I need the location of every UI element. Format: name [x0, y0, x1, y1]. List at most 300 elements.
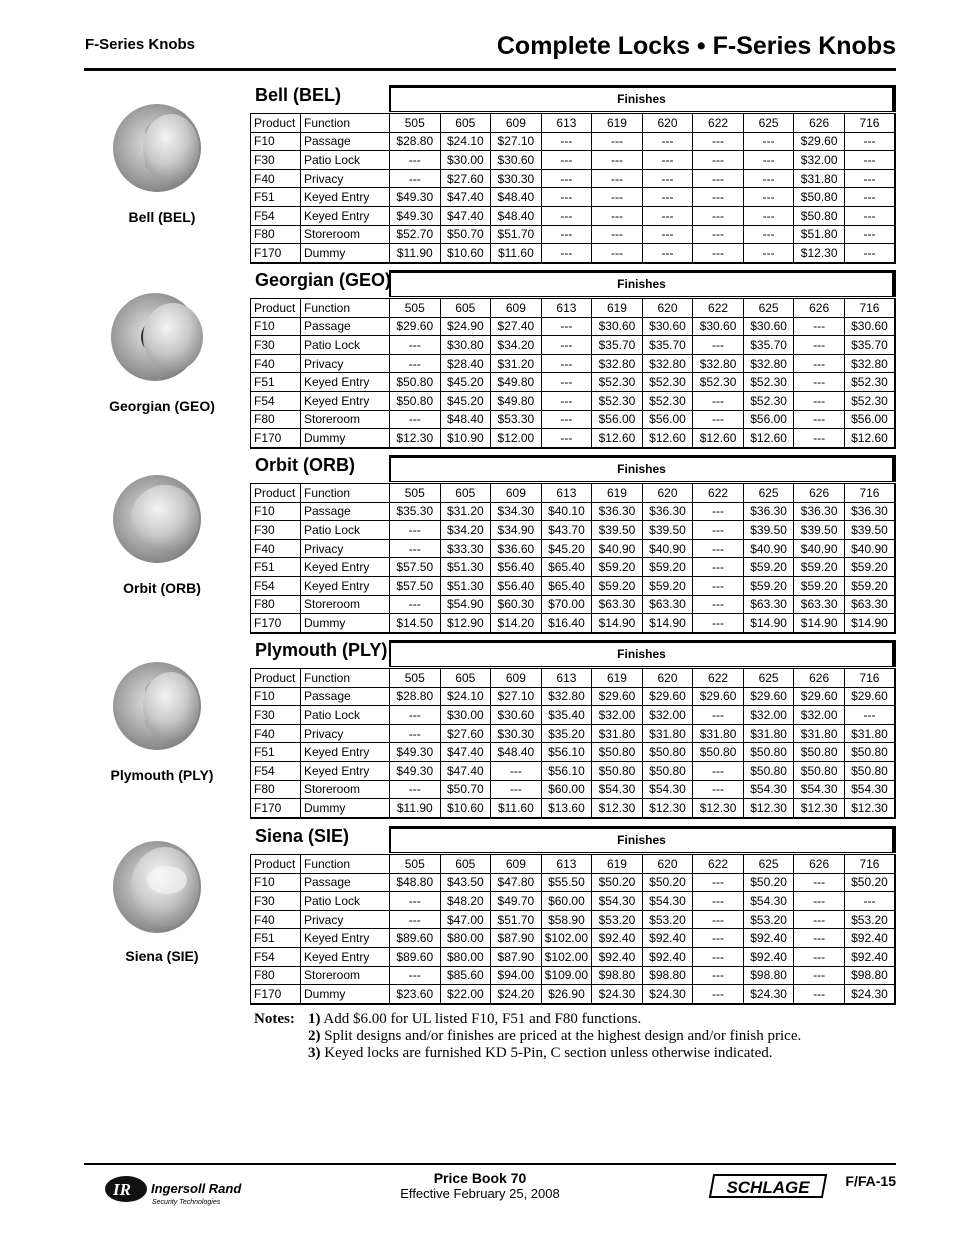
column-header: Function — [301, 114, 390, 133]
table-row — [251, 151, 896, 170]
price-cell: --- — [693, 521, 744, 540]
price-cell: $47.40 — [440, 743, 491, 762]
price-cell: $63.30 — [592, 595, 643, 614]
function-name: Dummy — [301, 244, 390, 263]
price-cell: --- — [743, 151, 794, 170]
price-cell: $12.30 — [390, 429, 441, 448]
price-cell: $56.00 — [743, 410, 794, 429]
price-cell: $30.60 — [592, 317, 643, 336]
price-cell: --- — [642, 132, 693, 151]
function-name: Keyed Entry — [301, 188, 390, 207]
price-cell: $48.80 — [390, 873, 441, 892]
table-row — [251, 336, 896, 355]
knob-figure — [84, 832, 240, 964]
function-name: Privacy — [301, 169, 390, 188]
price-cell: --- — [844, 244, 895, 263]
price-cell: --- — [794, 910, 845, 929]
price-section — [250, 455, 896, 634]
finish-code: 625 — [743, 669, 794, 688]
product-code: F54 — [251, 391, 301, 410]
price-cell: $59.20 — [743, 558, 794, 577]
price-cell: $43.50 — [440, 873, 491, 892]
knob-figure — [84, 651, 240, 783]
product-code: F51 — [251, 188, 301, 207]
price-cell: $36.30 — [844, 502, 895, 521]
price-cell: --- — [844, 169, 895, 188]
price-cell: $59.20 — [794, 576, 845, 595]
price-cell: $63.30 — [844, 595, 895, 614]
price-cell: --- — [390, 892, 441, 911]
price-cell: $53.20 — [743, 910, 794, 929]
price-cell: $50.80 — [642, 761, 693, 780]
function-name: Storeroom — [301, 595, 390, 614]
price-cell: $27.40 — [491, 317, 542, 336]
product-code: F80 — [251, 225, 301, 244]
price-cell: $12.60 — [844, 429, 895, 448]
price-cell: --- — [743, 169, 794, 188]
price-cell: --- — [844, 706, 895, 725]
table-row — [251, 724, 896, 743]
price-cell: --- — [794, 892, 845, 911]
price-cell: $51.30 — [440, 558, 491, 577]
note-number: 3) — [308, 1045, 321, 1061]
price-cell: --- — [743, 206, 794, 225]
finishes-header: Finishes — [389, 85, 896, 112]
price-cell: --- — [844, 188, 895, 207]
price-cell: --- — [794, 929, 845, 948]
price-cell: $34.30 — [491, 502, 542, 521]
price-cell: $98.80 — [642, 966, 693, 985]
finish-code: 605 — [440, 669, 491, 688]
price-cell: --- — [693, 873, 744, 892]
price-cell: $30.00 — [440, 706, 491, 725]
price-cell: --- — [693, 985, 744, 1004]
table-row — [251, 539, 896, 558]
price-cell: $10.60 — [440, 244, 491, 263]
finish-code: 622 — [693, 114, 744, 133]
price-cell: $48.40 — [491, 743, 542, 762]
price-cell: --- — [390, 169, 441, 188]
finish-code: 716 — [844, 299, 895, 318]
price-section — [250, 640, 896, 819]
product-code: F80 — [251, 410, 301, 429]
price-cell: $27.60 — [440, 724, 491, 743]
price-cell: --- — [693, 225, 744, 244]
table-header-row — [251, 114, 896, 133]
price-cell: $39.50 — [844, 521, 895, 540]
price-cell: $47.40 — [440, 188, 491, 207]
function-name: Keyed Entry — [301, 391, 390, 410]
knob-figure — [84, 93, 240, 225]
price-cell: --- — [794, 373, 845, 392]
finish-code: 609 — [491, 299, 542, 318]
price-cell: --- — [743, 188, 794, 207]
table-row — [251, 576, 896, 595]
table-row — [251, 429, 896, 448]
price-cell: --- — [642, 151, 693, 170]
price-cell: --- — [693, 244, 744, 263]
ingersoll-rand-logo — [104, 1172, 244, 1208]
product-code: F40 — [251, 169, 301, 188]
price-cell: $12.90 — [440, 614, 491, 633]
price-cell: $39.50 — [642, 521, 693, 540]
price-cell: $50.80 — [390, 373, 441, 392]
price-cell: $31.80 — [693, 724, 744, 743]
price-cell: $87.90 — [491, 947, 542, 966]
price-cell: $22.00 — [440, 985, 491, 1004]
price-cell: $50.80 — [642, 743, 693, 762]
finish-code: 505 — [390, 669, 441, 688]
price-cell: --- — [743, 132, 794, 151]
price-cell: $12.30 — [642, 799, 693, 818]
knob-caption: Plymouth (PLY) — [110, 767, 214, 783]
price-cell: --- — [693, 761, 744, 780]
function-name: Patio Lock — [301, 706, 390, 725]
function-name: Passage — [301, 132, 390, 151]
price-cell: $57.50 — [390, 576, 441, 595]
column-header: Product — [251, 669, 301, 688]
price-cell: --- — [844, 151, 895, 170]
price-cell: $39.50 — [743, 521, 794, 540]
function-name: Passage — [301, 317, 390, 336]
product-code: F54 — [251, 206, 301, 225]
price-cell: $60.00 — [541, 892, 592, 911]
price-cell: $92.40 — [844, 947, 895, 966]
price-cell: --- — [491, 780, 542, 799]
price-cell: $56.00 — [592, 410, 643, 429]
price-cell: $12.60 — [592, 429, 643, 448]
finish-code: 619 — [592, 669, 643, 688]
table-row — [251, 373, 896, 392]
section-title: Georgian (GEO) — [255, 270, 392, 290]
price-cell: $45.20 — [541, 539, 592, 558]
plymouth-knob-image — [107, 651, 217, 761]
price-cell: $54.90 — [440, 595, 491, 614]
price-cell: --- — [642, 225, 693, 244]
price-cell: --- — [743, 225, 794, 244]
price-cell: --- — [592, 244, 643, 263]
finish-code: 613 — [541, 484, 592, 503]
finish-code: 605 — [440, 855, 491, 874]
finish-code: 609 — [491, 484, 542, 503]
price-cell: $49.30 — [390, 188, 441, 207]
price-cell: $45.20 — [440, 373, 491, 392]
price-cell: $27.10 — [491, 132, 542, 151]
price-cell: $47.00 — [440, 910, 491, 929]
finish-code: 619 — [592, 299, 643, 318]
price-cell: $40.90 — [743, 539, 794, 558]
price-cell: $32.00 — [794, 706, 845, 725]
price-cell: --- — [693, 929, 744, 948]
section-title: Siena (SIE) — [255, 826, 350, 846]
price-cell: $13.60 — [541, 799, 592, 818]
finish-code: 625 — [743, 114, 794, 133]
price-cell: $12.30 — [743, 799, 794, 818]
price-cell: --- — [541, 391, 592, 410]
price-cell: $63.30 — [794, 595, 845, 614]
function-name: Patio Lock — [301, 521, 390, 540]
finish-code: 613 — [541, 114, 592, 133]
note-text: Keyed locks are furnished KD 5-Pin, C section unless otherwise indicated. — [320, 1045, 773, 1061]
finish-code: 505 — [390, 855, 441, 874]
price-cell: $50.80 — [693, 743, 744, 762]
price-cell: --- — [844, 892, 895, 911]
finish-code: 622 — [693, 855, 744, 874]
product-code: F40 — [251, 910, 301, 929]
price-cell: --- — [390, 151, 441, 170]
function-name: Keyed Entry — [301, 576, 390, 595]
price-cell: --- — [592, 169, 643, 188]
price-table — [250, 668, 896, 819]
table-row — [251, 354, 896, 373]
price-cell: $52.30 — [592, 373, 643, 392]
price-cell: --- — [642, 188, 693, 207]
finish-code: 609 — [491, 669, 542, 688]
price-cell: $50.80 — [794, 188, 845, 207]
price-cell: $63.30 — [642, 595, 693, 614]
price-cell: $33.30 — [440, 539, 491, 558]
price-cell: $50.80 — [390, 391, 441, 410]
product-code: F80 — [251, 595, 301, 614]
table-row — [251, 985, 896, 1004]
table-row — [251, 799, 896, 818]
price-cell: $54.30 — [592, 780, 643, 799]
price-cell: --- — [491, 761, 542, 780]
product-code: F40 — [251, 354, 301, 373]
price-cell: --- — [541, 188, 592, 207]
product-code: F40 — [251, 724, 301, 743]
price-cell: $14.90 — [642, 614, 693, 633]
price-cell: $92.40 — [844, 929, 895, 948]
price-cell: $58.90 — [541, 910, 592, 929]
price-cell: $31.20 — [440, 502, 491, 521]
price-cell: $50.80 — [794, 206, 845, 225]
table-row — [251, 132, 896, 151]
price-cell: $92.40 — [642, 929, 693, 948]
price-cell: $32.80 — [541, 687, 592, 706]
price-cell: $36.60 — [491, 539, 542, 558]
price-cell: $50.20 — [592, 873, 643, 892]
product-code: F170 — [251, 244, 301, 263]
finish-code: 622 — [693, 669, 744, 688]
price-cell: $50.20 — [642, 873, 693, 892]
price-cell: $47.40 — [440, 206, 491, 225]
finish-code: 625 — [743, 855, 794, 874]
column-header: Function — [301, 669, 390, 688]
price-cell: $53.20 — [844, 910, 895, 929]
product-code: F51 — [251, 743, 301, 762]
price-cell: --- — [592, 151, 643, 170]
product-code: F10 — [251, 317, 301, 336]
price-cell: $30.60 — [693, 317, 744, 336]
finish-code: 505 — [390, 484, 441, 503]
price-cell: $53.20 — [642, 910, 693, 929]
price-cell: --- — [390, 354, 441, 373]
price-cell: $92.40 — [743, 929, 794, 948]
function-name: Storeroom — [301, 780, 390, 799]
price-cell: $89.60 — [390, 947, 441, 966]
price-cell: $24.10 — [440, 687, 491, 706]
price-cell: $59.20 — [743, 576, 794, 595]
price-cell: $30.60 — [491, 706, 542, 725]
price-cell: $28.80 — [390, 132, 441, 151]
price-cell: --- — [693, 966, 744, 985]
price-cell: $50.20 — [743, 873, 794, 892]
column-header: Product — [251, 299, 301, 318]
column-header: Function — [301, 299, 390, 318]
price-cell: $98.80 — [743, 966, 794, 985]
function-name: Passage — [301, 873, 390, 892]
finish-code: 622 — [693, 299, 744, 318]
function-name: Dummy — [301, 614, 390, 633]
price-cell: --- — [541, 132, 592, 151]
price-cell: $60.30 — [491, 595, 542, 614]
function-name: Keyed Entry — [301, 743, 390, 762]
knob-figure — [84, 464, 240, 596]
price-cell: $50.80 — [743, 743, 794, 762]
price-cell: $23.60 — [390, 985, 441, 1004]
price-cell: $32.80 — [642, 354, 693, 373]
price-cell: --- — [390, 521, 441, 540]
finish-code: 609 — [491, 855, 542, 874]
function-name: Privacy — [301, 354, 390, 373]
price-cell: $56.40 — [491, 576, 542, 595]
notes-label: Notes: — [254, 1011, 295, 1027]
price-cell: $92.40 — [642, 947, 693, 966]
price-cell: $54.30 — [743, 780, 794, 799]
finish-code: 626 — [794, 114, 845, 133]
product-code: F51 — [251, 373, 301, 392]
price-cell: $92.40 — [592, 929, 643, 948]
price-section — [250, 85, 896, 264]
finish-code: 605 — [440, 114, 491, 133]
price-cell: $56.10 — [541, 743, 592, 762]
table-row — [251, 873, 896, 892]
price-cell: $39.50 — [794, 521, 845, 540]
price-cell: --- — [693, 188, 744, 207]
price-cell: $11.60 — [491, 799, 542, 818]
price-cell: $32.00 — [642, 706, 693, 725]
column-header: Product — [251, 855, 301, 874]
price-cell: --- — [794, 429, 845, 448]
finish-code: 613 — [541, 855, 592, 874]
price-cell: $30.30 — [491, 724, 542, 743]
price-cell: $32.00 — [592, 706, 643, 725]
price-cell: $52.30 — [844, 373, 895, 392]
price-cell: $12.30 — [794, 799, 845, 818]
price-cell: $28.40 — [440, 354, 491, 373]
price-cell: $65.40 — [541, 576, 592, 595]
price-cell: $50.80 — [844, 761, 895, 780]
price-cell: --- — [693, 576, 744, 595]
price-cell: $54.30 — [642, 892, 693, 911]
price-cell: $12.60 — [642, 429, 693, 448]
function-name: Dummy — [301, 985, 390, 1004]
price-section — [250, 826, 896, 1005]
price-cell: $11.90 — [390, 244, 441, 263]
price-cell: --- — [390, 595, 441, 614]
product-code: F51 — [251, 929, 301, 948]
price-cell: --- — [642, 244, 693, 263]
price-cell: $54.30 — [794, 780, 845, 799]
finish-code: 716 — [844, 114, 895, 133]
bell-knob-image — [107, 93, 217, 203]
price-cell: $14.90 — [743, 614, 794, 633]
product-code: F80 — [251, 780, 301, 799]
price-cell: $53.20 — [592, 910, 643, 929]
footer-rule — [84, 1163, 896, 1165]
product-code: F10 — [251, 502, 301, 521]
price-cell: $50.80 — [743, 761, 794, 780]
price-cell: $12.60 — [743, 429, 794, 448]
price-cell: $31.80 — [844, 724, 895, 743]
finish-code: 625 — [743, 299, 794, 318]
price-cell: --- — [541, 373, 592, 392]
product-code: F80 — [251, 966, 301, 985]
effective-date: Effective February 25, 2008 — [400, 1186, 560, 1201]
price-cell: $56.40 — [491, 558, 542, 577]
price-cell: $50.70 — [440, 225, 491, 244]
function-name: Keyed Entry — [301, 206, 390, 225]
price-cell: $30.60 — [491, 151, 542, 170]
price-table — [250, 854, 896, 1005]
price-cell: $59.20 — [592, 558, 643, 577]
price-cell: --- — [844, 206, 895, 225]
price-cell: $14.20 — [491, 614, 542, 633]
price-cell: --- — [592, 225, 643, 244]
price-cell: --- — [541, 225, 592, 244]
price-cell: $16.40 — [541, 614, 592, 633]
table-header-row — [251, 484, 896, 503]
price-cell: $49.30 — [390, 743, 441, 762]
price-cell: $36.30 — [743, 502, 794, 521]
finish-code: 605 — [440, 484, 491, 503]
product-code: F30 — [251, 521, 301, 540]
column-header: Function — [301, 855, 390, 874]
finish-code: 716 — [844, 855, 895, 874]
page-number: F/FA-15 — [845, 1173, 896, 1189]
table-row — [251, 910, 896, 929]
price-cell: --- — [541, 244, 592, 263]
knob-caption: Orbit (ORB) — [123, 580, 201, 596]
price-cell: $32.80 — [693, 354, 744, 373]
price-cell: --- — [390, 706, 441, 725]
price-cell: $29.60 — [592, 687, 643, 706]
product-code: F170 — [251, 429, 301, 448]
price-cell: $30.60 — [642, 317, 693, 336]
price-cell: --- — [794, 391, 845, 410]
price-cell: $51.70 — [491, 910, 542, 929]
svg-text:Ingersoll Rand: Ingersoll Rand — [151, 1181, 242, 1196]
price-cell: $12.30 — [693, 799, 744, 818]
price-cell: $51.30 — [440, 576, 491, 595]
price-cell: --- — [390, 910, 441, 929]
price-cell: $80.00 — [440, 929, 491, 948]
finishes-header: Finishes — [389, 270, 896, 297]
function-name: Privacy — [301, 724, 390, 743]
price-cell: $31.20 — [491, 354, 542, 373]
table-row — [251, 595, 896, 614]
price-cell: --- — [693, 169, 744, 188]
price-cell: $43.70 — [541, 521, 592, 540]
finish-code: 613 — [541, 669, 592, 688]
price-cell: $49.70 — [491, 892, 542, 911]
price-cell: $109.00 — [541, 966, 592, 985]
table-row — [251, 558, 896, 577]
product-code: F54 — [251, 576, 301, 595]
price-cell: $28.80 — [390, 687, 441, 706]
function-name: Dummy — [301, 429, 390, 448]
